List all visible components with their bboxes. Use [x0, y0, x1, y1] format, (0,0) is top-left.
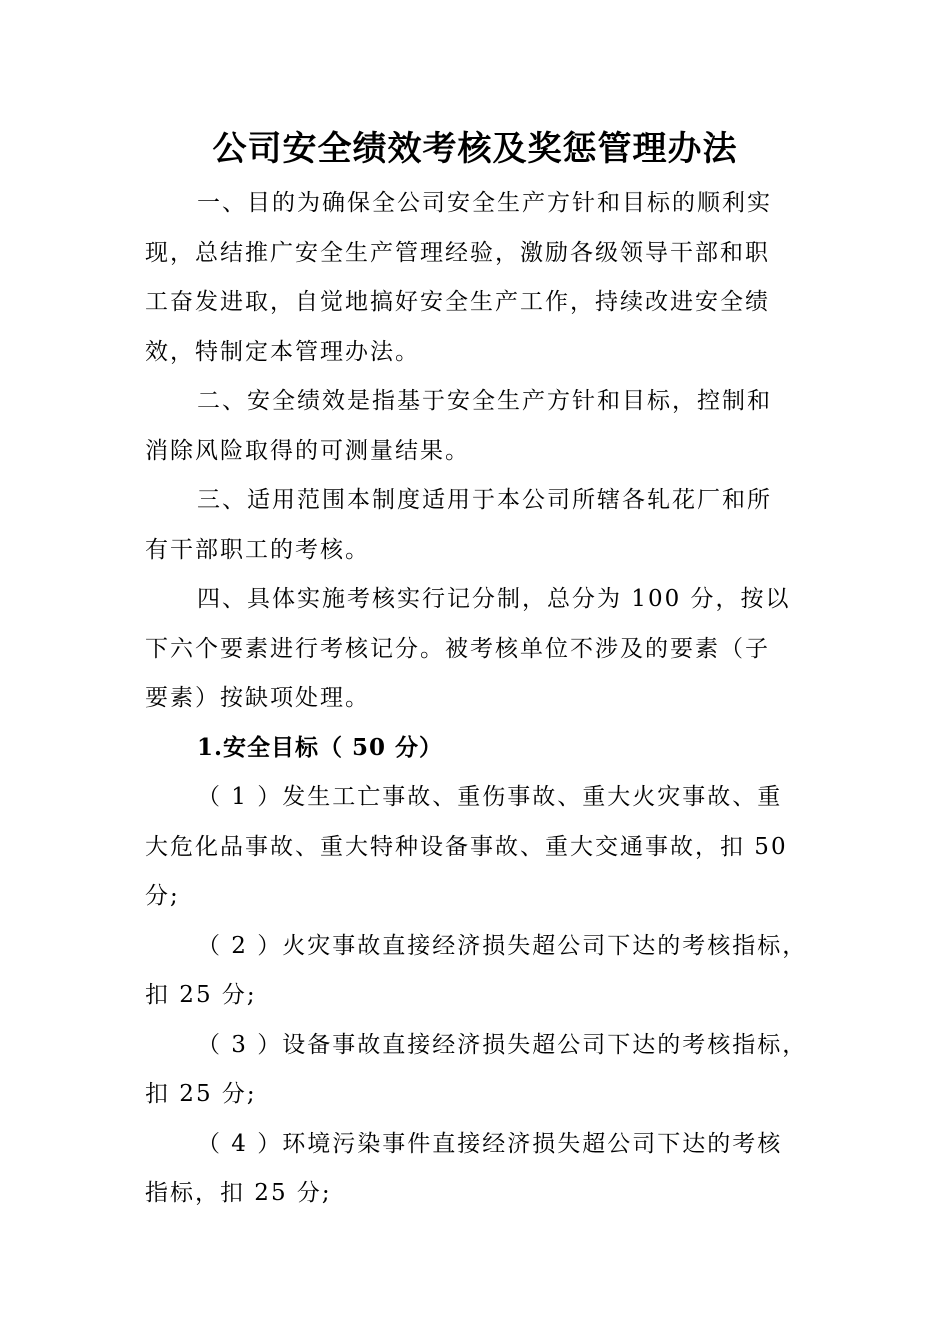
item-2-line-1: （ 2 ）火灾事故直接经济损失超公司下达的考核指标， [197, 933, 808, 959]
section-heading-safety-target: 1.安全目标（ 50 分） [197, 734, 444, 761]
item-2-line-2: 扣 25 分; [145, 982, 257, 1008]
paragraph-1-line-4: 效，特制定本管理办法。 [145, 339, 420, 365]
paragraph-1-line-2: 现，总结推广安全生产管理经验，激励各级领导干部和职 [145, 240, 770, 266]
paragraph-2-line-2: 消除风险取得的可测量结果。 [145, 438, 470, 464]
document-title: 公司安全绩效考核及奖惩管理办法 [212, 129, 738, 169]
item-4-line-1: （ 4 ）环境污染事件直接经济损失超公司下达的考核 [197, 1131, 783, 1157]
paragraph-1-line-1: 一、目的为确保全公司安全生产方针和目标的顺利实 [197, 190, 772, 216]
item-3-line-1: （ 3 ）设备事故直接经济损失超公司下达的考核指标， [197, 1032, 808, 1058]
paragraph-4-line-3: 要素）按缺项处理。 [145, 685, 370, 711]
paragraph-4-line-2: 下六个要素进行考核记分。被考核单位不涉及的要素（子 [145, 636, 770, 662]
item-1-line-3: 分; [145, 883, 180, 909]
item-1-line-2: 大危化品事故、重大特种设备事故、重大交通事故，扣 50 [145, 834, 788, 860]
item-3-line-2: 扣 25 分; [145, 1081, 257, 1107]
paragraph-3-line-2: 有干部职工的考核。 [145, 537, 370, 563]
paragraph-4-line-1: 四、具体实施考核实行记分制，总分为 100 分，按以 [197, 586, 791, 612]
item-4-line-2: 指标，扣 25 分; [145, 1180, 332, 1206]
item-1-line-1: （ 1 ）发生工亡事故、重伤事故、重大火灾事故、重 [197, 784, 783, 810]
paragraph-3-line-1: 三、适用范围本制度适用于本公司所辖各轧花厂和所 [197, 487, 772, 513]
paragraph-1-line-3: 工奋发进取，自觉地搞好安全生产工作，持续改进安全绩 [145, 289, 770, 315]
paragraph-2-line-1: 二、安全绩效是指基于安全生产方针和目标，控制和 [197, 388, 772, 414]
